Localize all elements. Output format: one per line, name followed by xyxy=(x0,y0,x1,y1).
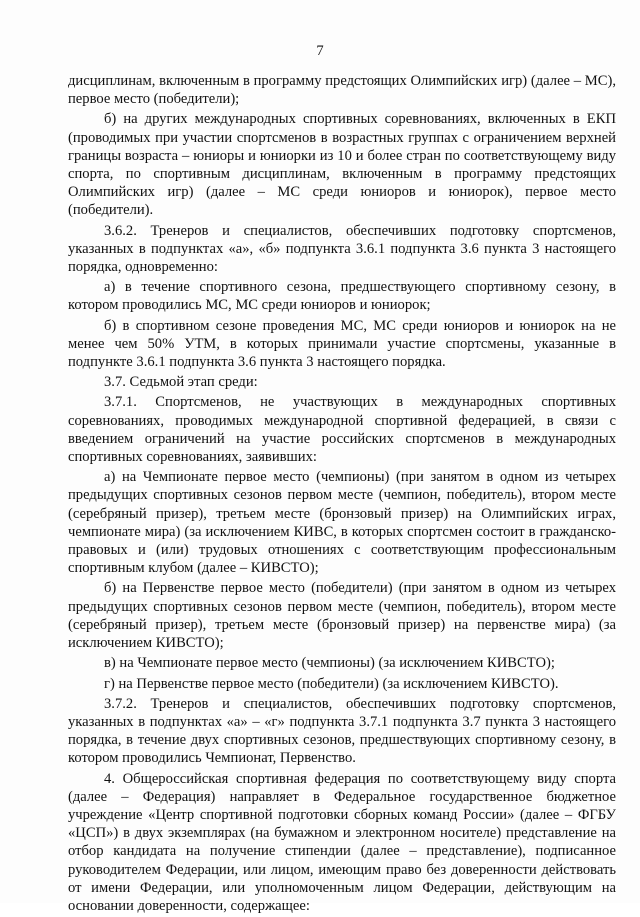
paragraph: а) на Чемпионате первое место (чемпионы) (при занятом в одном из четырех предыдущих спортивных сезонов первом месте (чемпион, победитель), втором месте (серебряный призер), третьем месте (бронзовый призер) на Олимпийских играх, чемпионате мира) (за исключением КИВС, в которых спортсмен состоит в гражданско-правовых и (или) трудовых отношениях с соответствующим профессиональным спортивным клубом (далее – КИВСТО); xyxy=(68,469,616,577)
document-body xyxy=(68,72,616,917)
paragraph: в) на Чемпионате первое место (чемпионы) (за исключением КИВСТО); xyxy=(104,655,555,672)
paragraph: б) в спортивном сезоне проведения МС, МС среди юниоров и юниорок на не менее чем 50% УТМ, в которых принимали участие спортсмены, указанные в подпункте 3.6.1 подпункта 3.6 пункта 3 настоящего порядка. xyxy=(68,317,616,371)
paragraph: дисциплинам, включенным в программу предстоящих Олимпийских игр) (далее – МС), первое место (победители); xyxy=(68,73,616,108)
paragraph: г) на Первенстве первое место (победители) (за исключением КИВСТО). xyxy=(104,675,559,692)
paragraph: 3.7.2. Тренеров и специалистов, обеспечивших подготовку спортсменов, указанных в подпунктах «а» – «г» подпункта 3.7.1 подпункта 3.7 пункта 3 настоящего порядка, в течение двух спортивных сезонов, предшествующих спортивному сезону, в котором проводились Чемпионат, Первенство. xyxy=(68,695,616,767)
paragraph: 4. Общероссийская спортивная федерация по соответствующему виду спорта (далее – Федерация) направляет в Федеральное государственное бюджетное учреждение «Центр спортивной подготовки сборных команд России» (далее – ФГБУ «ЦСП») в двух экземплярах (на бумажном и электронном носителе) представление на отбор кандидата на получение стипендии (далее – представление), подписанное руководителем Федерации, или лицом, имеющим право без доверенности действовать от имени Федерации, или уполномоченным лицом Федерации, действующим на основании доверенности, содержащее: xyxy=(68,770,616,914)
page-number: 7 xyxy=(316,43,324,59)
paragraph: б) на других международных спортивных соревнованиях, включенных в ЕКП (проводимых при участии спортсменов в возрастных группах с ограничением верхней границы возраста – юниоры и юниорки из 10 и более стран по соответствующему виду спорта, по спортивным дисциплинам, включенным в программу предстоящих Олимпийских игр) (далее – МС среди юниоров и юниорок), первое место (победители). xyxy=(68,111,616,219)
paragraph: б) на Первенстве первое место (победители) (при занятом в одном из четырех предыдущих спортивных сезонов первом месте (чемпион, победитель), втором месте (серебряный призер), третьем месте (бронзовый призер) на первенстве мира) (за исключением КИВСТО); xyxy=(68,580,616,652)
paragraph: 3.7. Седьмой этап среди: xyxy=(104,374,258,391)
paragraph: 3.7.1. Спортсменов, не участвующих в международных спортивных соревнованиях, проводимых международной спортивной федерацией, в связи с введением ограничений на участие российских спортсменов в международных спортивных соревнованиях, заявивших: xyxy=(68,394,616,466)
paragraph: 3.6.2. Тренеров и специалистов, обеспечивших подготовку спортсменов, указанных в подпунктах «а», «б» подпункта 3.6.1 подпункта 3.6 пункта 3 настоящего порядка, одновременно: xyxy=(68,222,616,276)
paragraph: а) в течение спортивного сезона, предшествующего спортивному сезону, в котором проводились МС, МС среди юниоров и юниорок; xyxy=(68,279,616,314)
